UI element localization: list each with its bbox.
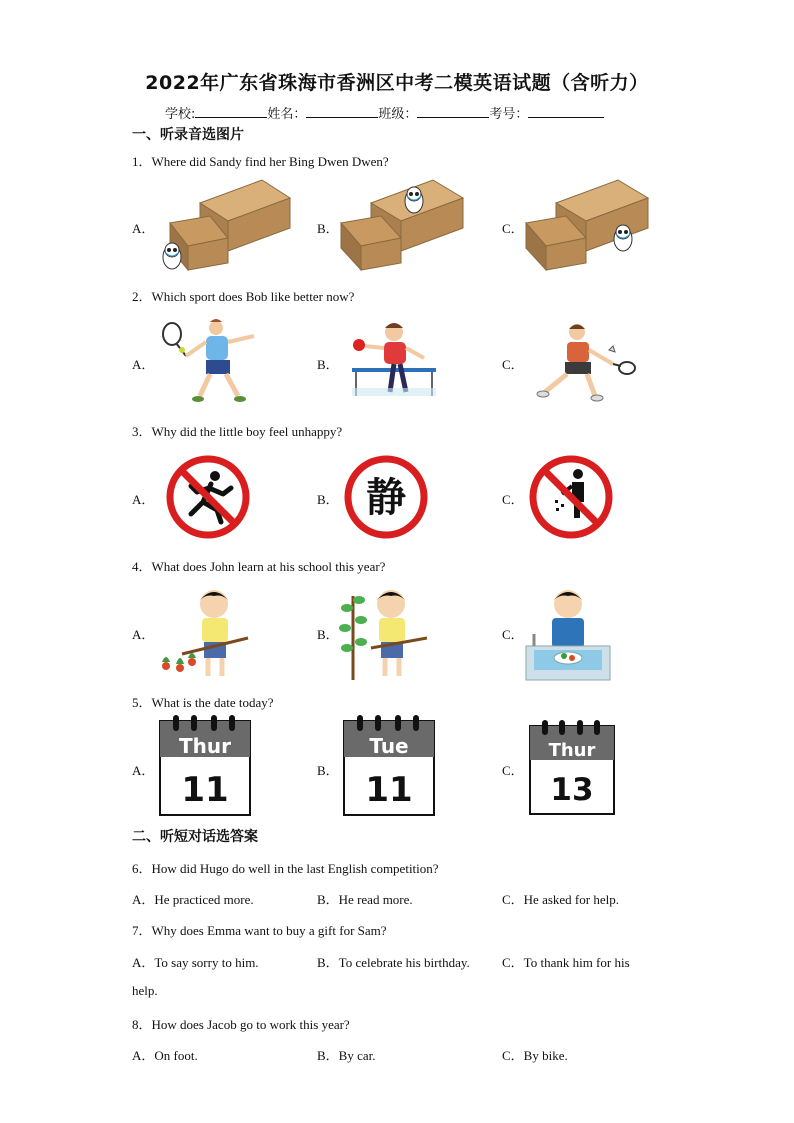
- option-letter: A．: [132, 357, 155, 372]
- question-3: 3．Why did the little boy feel unhappy?: [132, 424, 343, 439]
- option-b: B．He read more.: [317, 892, 413, 907]
- question-6: 6．How did Hugo do well in the last English competition?: [132, 861, 439, 876]
- quiet-sign-char: 静: [366, 475, 406, 521]
- question-2: 2．Which sport does Bob like better now?: [132, 289, 355, 304]
- no-littering-sign-icon: [528, 454, 614, 540]
- table-tennis-player-icon: [346, 318, 441, 400]
- question-7: 7．Why does Emma want to buy a gift for Sam?: [132, 923, 387, 938]
- option-letter: B．: [317, 357, 339, 372]
- option-letter: C．: [502, 627, 524, 642]
- student-info-line: [165, 103, 604, 122]
- school-blank: [195, 105, 267, 118]
- section2-heading: 二、听短对话选答案: [132, 829, 258, 845]
- option-letter: B．: [317, 221, 339, 236]
- quiet-sign-icon: [343, 454, 429, 540]
- option-letter: A．: [132, 763, 155, 778]
- option-c-wrap: help.: [132, 983, 158, 998]
- option-a: A．He practiced more.: [132, 892, 254, 907]
- option-b: B．To celebrate his birthday.: [317, 955, 470, 970]
- number-label: 考号：: [489, 107, 529, 122]
- option-letter: A．: [132, 492, 155, 507]
- option-letter: B．: [317, 627, 339, 642]
- calendar-day: Thur: [179, 734, 231, 758]
- option-c: C．To thank him for his: [502, 955, 630, 970]
- option-letter: C．: [502, 221, 524, 236]
- option-letter: C．: [502, 357, 524, 372]
- option-c: C．By bike.: [502, 1048, 568, 1063]
- calendar-date: 11: [365, 770, 413, 810]
- class-label: 班级：: [378, 107, 418, 122]
- page-title: 2022年广东省珠海市香洲区中考二模英语试题（含听力）: [145, 72, 649, 94]
- option-letter: B．: [317, 763, 339, 778]
- calendar-icon: [341, 715, 437, 817]
- calendar-icon: [157, 715, 253, 817]
- school-label: 学校:: [165, 107, 196, 122]
- badminton-player-icon: [535, 320, 640, 402]
- calendar-day: Tue: [369, 734, 409, 758]
- question-8: 8．How does Jacob go to work this year?: [132, 1017, 350, 1032]
- box-with-panda-on-top-icon: [338, 178, 478, 273]
- option-letter: C．: [502, 763, 524, 778]
- box-with-panda-front-icon: [152, 178, 292, 273]
- calendar-day: Thur: [548, 740, 596, 761]
- name-blank: [306, 105, 378, 118]
- name-label: 姓名：: [267, 107, 307, 122]
- section1-heading: 一、听录音选图片: [132, 127, 244, 143]
- boy-planting-tree-icon: [337, 584, 437, 684]
- question-4: 4．What does John learn at his school this year?: [132, 559, 386, 574]
- option-a: A．To say sorry to him.: [132, 955, 259, 970]
- option-letter: C．: [502, 492, 524, 507]
- no-running-sign-icon: [165, 454, 251, 540]
- boy-planting-vegetables-icon: [152, 584, 252, 684]
- box-with-panda-beside-icon: [523, 178, 663, 273]
- option-letter: A．: [132, 221, 155, 236]
- question-5: 5．What is the date today?: [132, 695, 274, 710]
- tennis-player-icon: [160, 316, 260, 404]
- calendar-date: 13: [550, 772, 594, 808]
- option-letter: A．: [132, 627, 155, 642]
- number-blank: [528, 105, 604, 118]
- option-c: C．He asked for help.: [502, 892, 619, 907]
- class-blank: [417, 105, 489, 118]
- option-b: B．By car.: [317, 1048, 376, 1063]
- calendar-date: 11: [181, 770, 229, 810]
- boy-washing-dishes-icon: [522, 584, 614, 684]
- option-letter: B．: [317, 492, 339, 507]
- option-a: A．On foot.: [132, 1048, 198, 1063]
- question-1: 1．Where did Sandy find her Bing Dwen Dwen?: [132, 154, 389, 169]
- calendar-icon: [527, 720, 617, 816]
